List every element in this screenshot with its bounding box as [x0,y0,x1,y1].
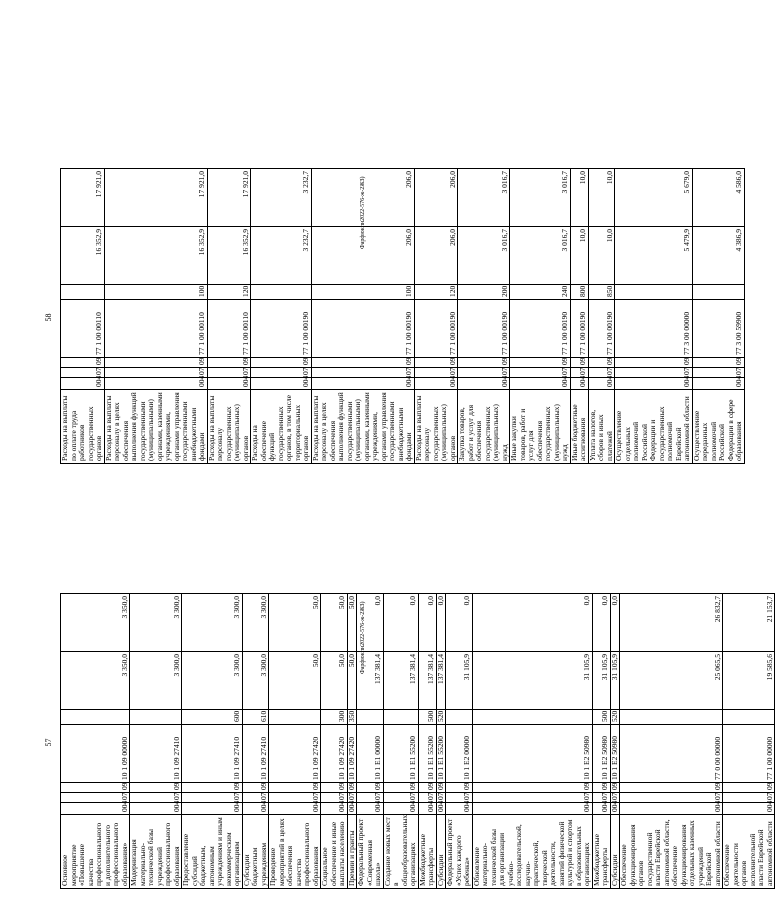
cell-v2: 50,0 [321,594,348,652]
cell-target: 77 1 00 00190 [414,300,458,358]
cell-v2: 3 232,7 [251,169,312,227]
cell-v2: 3 350,0 [61,594,130,652]
cell-v2: 0,0 [610,594,620,652]
cell-section: 07 [472,793,592,803]
cell-v2: 0,0 [446,594,473,652]
cell-admin: 004 [615,378,693,390]
cell-name: Модернизация материально-технической базы учреждений профессионального образования [130,815,182,889]
cell-kind: 850 [588,285,615,300]
cell-v2: 50,0 [269,594,321,652]
cell-target: 10 1 09 27410 [242,725,269,783]
cell-section: 07 [104,368,207,378]
cell-name: Осуществление отдельных полномочий Российской Федерации и государственных полномочий Еврейской автономной области [615,390,693,464]
cell-target: 10 1 E2 00000 [446,725,473,783]
cell-subsection: 09 [588,358,615,368]
cell-admin: 004 [436,803,446,815]
cell-target: 77 0 00 00000 [620,725,723,783]
cell-admin: 004 [182,803,243,815]
cell-v1: 19 585,6 [723,652,775,710]
cell-subsection: 09 [610,783,620,793]
cell-target: 77 1 00 00000 [723,725,775,783]
cell-v1: 31 105,9 [472,652,592,710]
cell-section: 07 [347,793,357,803]
cell-subsection: 09 [620,783,723,793]
cell-target: 10 1 09 27420 [269,725,321,783]
cell-subsection: 09 [269,783,321,793]
cell-admin: 004 [472,803,592,815]
cell-target: 10 1 E1 55200 [436,725,446,783]
cell-v1: 16 352,9 [104,227,207,285]
cell-kind [130,710,182,725]
cell-v1: 25 065,5 [620,652,723,710]
cell-kind: 600 [182,710,243,725]
cell-section: 07 [510,368,571,378]
cell-target: 77 1 00 00190 [458,300,510,358]
cell-admin: 004 [104,378,207,390]
cell-kind [620,710,723,725]
cell-kind: 200 [458,285,510,300]
cell-name: Федеральный проект «Успех каждого ребенка» [446,815,473,889]
cell-section: 07 [269,793,321,803]
cell-v1: 137 381,4 [383,652,418,710]
cell-admin: 004 [592,803,610,815]
table-row [61,594,130,889]
cell-kind: 500 [592,710,610,725]
cell-kind: 120 [207,285,251,300]
cell-v2: 17 921,0 [104,169,207,227]
cell-kind: 240 [510,285,571,300]
cell-kind: 500 [418,710,436,725]
page-footer: Фарфюкпн2022-576-ж-2ЖЗ) [360,601,366,674]
cell-kind [61,285,105,300]
cell-admin: 004 [414,378,458,390]
cell-name: Премии и гранты [347,815,357,889]
cell-admin: 004 [347,803,357,815]
cell-subsection: 09 [414,358,458,368]
cell-subsection: 09 [61,783,130,793]
cell-v1: 3 300,0 [182,652,243,710]
table-row [321,594,348,889]
cell-section: 07 [251,368,312,378]
cell-name: Обновление материально-технической базы для организации учебно-исследовательской, научно-практической, творческой деятельности, занятий физической культурой и спортом в образовательных организациях [472,815,592,889]
cell-kind: 120 [414,285,458,300]
cell-name: Расходы на выплаты по оплате труда работников государственных органов [61,390,105,464]
cell-subsection: 09 [692,358,744,368]
cell-v1: 50,0 [269,652,321,710]
cell-section: 07 [311,368,414,378]
cell-section: 07 [446,793,473,803]
cell-section: 07 [321,793,348,803]
cell-admin: 004 [383,803,418,815]
cell-target: 10 1 09 27420 [347,725,357,783]
cell-admin: 004 [242,803,269,815]
cell-v2: 4 586,0 [692,169,744,227]
table-row [182,594,243,889]
cell-name: Иные закупки товаров, работ и услуг для обеспечения государственных (муниципальных) нужд [510,390,571,464]
cell-section: 07 [692,368,744,378]
cell-subsection: 09 [347,783,357,793]
cell-v1: 31 105,9 [446,652,473,710]
cell-target: 10 1 09 27410 [182,725,243,783]
cell-v2: 5 679,0 [615,169,693,227]
cell-name: Закупка товаров, работ и услуг для обеспечения государственных (муниципальных) нужд [458,390,510,464]
cell-admin: 004 [510,378,571,390]
cell-name: Субсидии бюджетным учреждениям [242,815,269,889]
cell-subsection: 09 [251,358,312,368]
cell-subsection: 09 [458,358,510,368]
cell-v1: 31 105,9 [592,652,610,710]
table-row [615,169,693,464]
cell-section: 07 [592,793,610,803]
table-row [383,594,418,889]
cell-section: 07 [383,793,418,803]
cell-target: 77 1 00 00190 [588,300,615,358]
cell-admin: 004 [458,378,510,390]
cell-subsection: 09 [357,783,384,793]
cell-v1: 50,0 [321,652,348,710]
cell-v2: 3 300,0 [242,594,269,652]
cell-subsection: 09 [418,783,436,793]
cell-target: 77 1 00 00110 [207,300,251,358]
cell-admin: 004 [570,378,588,390]
cell-target: 10 1 09 27410 [130,725,182,783]
cell-name: Расходы на выплаты персоналу государственных (муниципальных) органов [207,390,251,464]
cell-subsection: 09 [615,358,693,368]
cell-v1: 4 386,9 [692,227,744,285]
cell-v1: 31 105,9 [610,652,620,710]
cell-v1: 3 016,7 [510,227,571,285]
cell-subsection: 09 [321,783,348,793]
cell-admin: 004 [418,803,436,815]
cell-kind: 520 [436,710,446,725]
cell-admin: 004 [610,803,620,815]
table-row [251,169,312,464]
cell-target: 10 1 E2 50980 [472,725,592,783]
table-row [588,169,615,464]
cell-name: Расходы на обеспечение функций государственных органов, в том числе территориальных органов [251,390,312,464]
cell-target: 77 1 00 00190 [311,300,414,358]
cell-section: 07 [242,793,269,803]
cell-v2: 206,0 [311,169,414,227]
cell-section: 07 [130,793,182,803]
cell-subsection: 09 [104,358,207,368]
cell-kind: 610 [242,710,269,725]
cell-v1: 50,0 [347,652,357,710]
cell-v1: 5 479,9 [615,227,693,285]
cell-v1: 137 381,4 [357,652,384,710]
cell-v2: 3 016,7 [458,169,510,227]
cell-name: Основное мероприятие «Повышение качества профессионального и дополнительного профессионального образования» [61,815,130,889]
cell-v2: 0,0 [472,594,592,652]
cell-v1: 3 300,0 [130,652,182,710]
cell-section: 07 [588,368,615,378]
cell-subsection: 09 [242,783,269,793]
cell-v1: 206,0 [311,227,414,285]
cell-name: Уплата налогов, сборов и иных платежей [588,390,615,464]
cell-section: 07 [723,793,775,803]
cell-section: 07 [436,793,446,803]
cell-name: Иные бюджетные ассигнования [570,390,588,464]
cell-admin: 004 [207,378,251,390]
cell-admin: 004 [321,803,348,815]
page-right-table [60,168,745,464]
cell-section: 07 [414,368,458,378]
cell-target: 10 1 09 00000 [61,725,130,783]
cell-name: Межбюджетные трансферты [592,815,610,889]
cell-kind: 350 [347,710,357,725]
cell-v1: 16 352,9 [207,227,251,285]
cell-subsection: 09 [472,783,592,793]
cell-v1: 3 016,7 [458,227,510,285]
cell-kind [383,710,418,725]
cell-admin: 004 [357,803,384,815]
cell-kind [472,710,592,725]
cell-admin: 004 [723,803,775,815]
cell-v2: 21 153,7 [723,594,775,652]
cell-v2: 3 016,7 [510,169,571,227]
cell-v2: 3 300,0 [182,594,243,652]
cell-subsection: 09 [446,783,473,793]
cell-target: 10 1 E2 50980 [592,725,610,783]
cell-v2: 10,0 [570,169,588,227]
cell-name: Субсидии [436,815,446,889]
cell-v1: 206,0 [414,227,458,285]
cell-subsection: 09 [436,783,446,793]
cell-section: 07 [182,793,243,803]
table-row [458,169,510,464]
cell-name: Расходы на выплаты персоналу государственных (муниципальных) органов [414,390,458,464]
cell-section: 07 [207,368,251,378]
cell-kind [446,710,473,725]
table-row [472,594,592,889]
cell-target: 77 1 00 00190 [570,300,588,358]
cell-v2: 0,0 [592,594,610,652]
table-row [620,594,723,889]
table-row [692,169,744,464]
table-row [242,594,269,889]
table-row [61,169,105,464]
cell-kind [61,710,130,725]
cell-admin: 004 [269,803,321,815]
cell-v1: 3 300,0 [242,652,269,710]
cell-v2: 0,0 [436,594,446,652]
cell-admin: 004 [588,378,615,390]
table-row [207,169,251,464]
table-row [592,594,610,889]
cell-admin: 004 [251,378,312,390]
cell-name: Межбюджетные трансферты [418,815,436,889]
page-left-table [60,593,775,889]
cell-target: 77 3 00 59900 [692,300,744,358]
cell-name: Обеспечение функционирования органов государственной власти Еврейской автономной области, обеспечение функционирования отдельных казенных учреждений Еврейской автономной области [620,815,723,889]
cell-target: 10 1 09 27420 [321,725,348,783]
cell-section: 07 [615,368,693,378]
cell-name: Субсидии [610,815,620,889]
cell-target: 10 1 E1 55200 [418,725,436,783]
table-row [418,594,436,889]
cell-v1: 10,0 [570,227,588,285]
cell-name: Федеральный проект «Современная школа» [357,815,384,889]
cell-admin: 004 [61,803,130,815]
cell-name: Создание новых мест в общеобразовательных организациях [383,815,418,889]
cell-name: Социальное обеспечение и иные выплаты населению [321,815,348,889]
table-row [510,169,571,464]
cell-admin: 004 [311,378,414,390]
cell-name: Расходы на выплаты персоналу в целях обеспечения выполнения функций государственными (муниципальными) органами, казенными учреждениями, органами управления государственными внебюджетными фондами [104,390,207,464]
cell-section: 07 [418,793,436,803]
cell-subsection: 09 [383,783,418,793]
cell-section: 07 [61,793,130,803]
cell-admin: 004 [620,803,723,815]
cell-section: 07 [458,368,510,378]
cell-subsection: 09 [130,783,182,793]
cell-v2: 3 300,0 [130,594,182,652]
cell-subsection: 09 [311,358,414,368]
cell-target: 77 1 00 00110 [61,300,105,358]
cell-section: 07 [61,368,105,378]
cell-subsection: 09 [570,358,588,368]
cell-v1: 3 350,0 [61,652,130,710]
cell-section: 07 [620,793,723,803]
cell-subsection: 09 [182,783,243,793]
cell-subsection: 09 [510,358,571,368]
cell-v2: 26 832,7 [620,594,723,652]
cell-section: 07 [357,793,384,803]
cell-target: 77 1 00 00190 [510,300,571,358]
cell-kind [615,285,693,300]
cell-v1: 10,0 [588,227,615,285]
table-row [570,169,588,464]
page-number: 58 [44,313,53,322]
cell-kind: 100 [311,285,414,300]
cell-target: 10 1 E2 50980 [610,725,620,783]
cell-v2: 10,0 [588,169,615,227]
cell-kind: 300 [321,710,348,725]
cell-v1: 3 232,7 [251,227,312,285]
cell-kind [269,710,321,725]
cell-kind [357,710,384,725]
cell-kind [723,710,775,725]
cell-kind: 800 [570,285,588,300]
cell-section: 07 [570,368,588,378]
cell-target: 77 3 00 00000 [615,300,693,358]
cell-v2: 0,0 [357,594,384,652]
cell-kind [251,285,312,300]
cell-v1: 16 352,9 [61,227,105,285]
table-row [414,169,458,464]
cell-target: 10 1 E1 00000 [357,725,384,783]
cell-kind: 520 [610,710,620,725]
cell-v2: 206,0 [414,169,458,227]
cell-v1: 137 381,4 [418,652,436,710]
cell-subsection: 09 [61,358,105,368]
cell-v2: 0,0 [418,594,436,652]
cell-target: 77 1 00 00190 [251,300,312,358]
page-number: 57 [44,738,53,747]
cell-subsection: 09 [592,783,610,793]
cell-kind: 100 [104,285,207,300]
cell-target: 77 1 00 00110 [104,300,207,358]
cell-v2: 0,0 [383,594,418,652]
cell-name: Проведение мероприятий в целях обеспечения качества профессионального образования [269,815,321,889]
cell-target: 10 1 E1 55200 [383,725,418,783]
cell-v2: 17 921,0 [207,169,251,227]
cell-section: 07 [610,793,620,803]
cell-admin: 004 [61,378,105,390]
cell-admin: 004 [130,803,182,815]
cell-v2: 17 921,0 [61,169,105,227]
table-row [446,594,473,889]
cell-name: Предоставление субсидий бюджетным, автономным учреждениям и иным некоммерческим организациям [182,815,243,889]
cell-kind [692,285,744,300]
cell-name: Расходы на выплаты персоналу в целях обеспечения выполнения функций государственными (муниципальными) органами, казенными учреждениями, органами управления государственными внебюджетными фондами [311,390,414,464]
cell-v2: 50,0 [347,594,357,652]
table-row [130,594,182,889]
table-row [723,594,775,889]
cell-v1: 137 381,4 [436,652,446,710]
cell-name: Осуществление переданных полномочий Российской Федерации в сфере образования [692,390,744,464]
page-footer: Фарфюкпн2022-576-ж-2ЖЗ) [360,176,366,249]
cell-subsection: 09 [207,358,251,368]
table-row [269,594,321,889]
table-row [104,169,207,464]
cell-admin: 004 [446,803,473,815]
cell-name: Обеспечение деятельности органов исполнительной власти Еврейской автономной области [723,815,775,889]
cell-subsection: 09 [723,783,775,793]
cell-admin: 004 [692,378,744,390]
